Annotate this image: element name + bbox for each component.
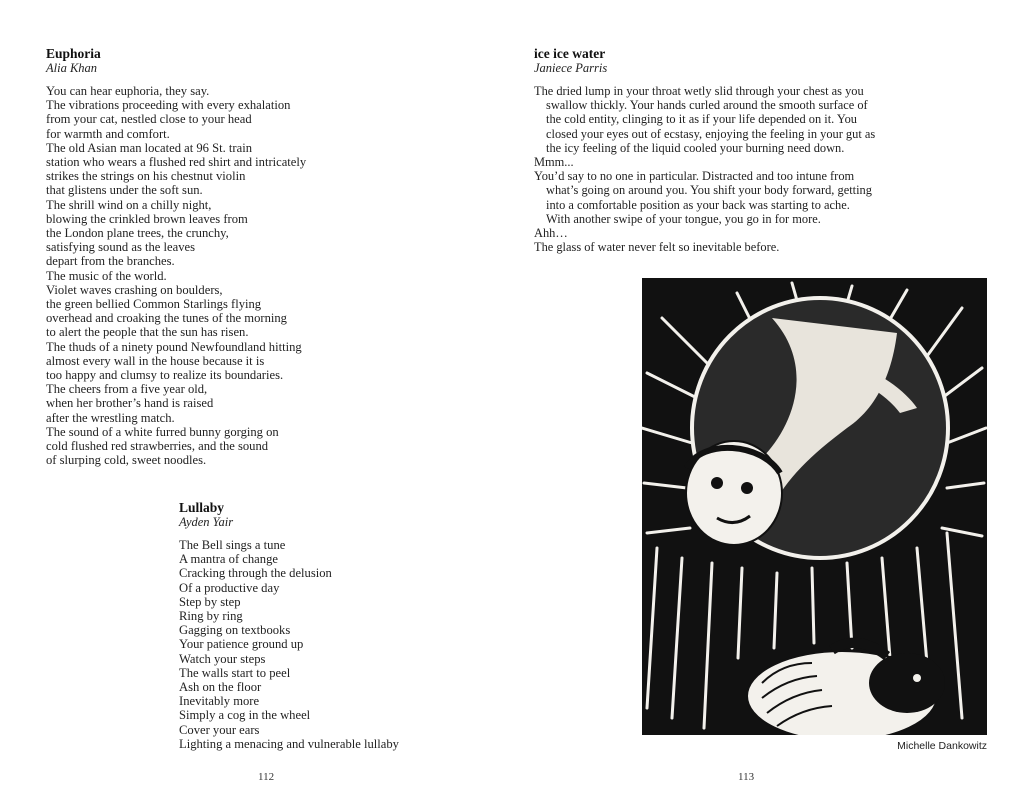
poem-line: Simply a cog in the wheel bbox=[179, 708, 311, 723]
poem-line: Gagging on textbooks bbox=[179, 623, 291, 638]
poem-line: cold flushed red strawberries, and the sound bbox=[46, 439, 269, 454]
poem-line: The walls start to peel bbox=[179, 665, 291, 680]
page-number: 113 bbox=[738, 771, 755, 783]
poem-line: Watch your steps bbox=[179, 651, 266, 666]
poem-line: station who wears a flushed red shirt and intricately bbox=[46, 155, 307, 170]
right-page bbox=[512, 0, 1024, 801]
poem-line: that glistens under the soft sun. bbox=[46, 183, 203, 198]
poem-line: the green bellied Common Starlings flying bbox=[46, 297, 262, 312]
poem-line: The sound of a white furred bunny gorging on bbox=[46, 424, 279, 439]
poem-line: Step by step bbox=[179, 594, 241, 609]
poem-line: swallow thickly. Your hands curled around the smooth surface of bbox=[546, 98, 868, 113]
poem-line: overhead and croaking the tunes of the morning bbox=[46, 311, 287, 326]
poem-line: Your patience ground up bbox=[179, 637, 304, 652]
poem-line: The music of the world. bbox=[46, 268, 167, 283]
poem-line: The cheers from a five year old, bbox=[46, 382, 208, 397]
poem-line: The shrill wind on a chilly night, bbox=[46, 197, 212, 212]
poem-line: Lighting a menacing and vulnerable lullaby bbox=[179, 736, 399, 751]
poem-line: With another swipe of your tongue, you go in for more. bbox=[546, 211, 821, 226]
poem-line: Inevitably more bbox=[179, 694, 260, 709]
poem-line: Of a productive day bbox=[179, 580, 280, 595]
poem-line: A mantra of change bbox=[179, 552, 278, 567]
poem-title: ice ice water bbox=[534, 46, 606, 61]
linocut-artwork bbox=[642, 278, 987, 735]
poem-ice-ice-water bbox=[534, 46, 954, 254]
poem-line: Ring by ring bbox=[179, 609, 243, 624]
poem-line: satisfying sound as the leaves bbox=[46, 240, 195, 255]
poem-line: too happy and clumsy to realize its boundaries. bbox=[46, 368, 284, 383]
poem-line: almost every wall in the house because it is bbox=[46, 353, 265, 368]
poem-author: Ayden Yair bbox=[179, 515, 234, 529]
poem-line: after the wrestling match. bbox=[46, 410, 175, 425]
poem-line: Ash on the floor bbox=[179, 680, 262, 695]
poem-line: You’d say to no one in particular. Distracted and too intune from bbox=[534, 169, 855, 184]
poem-line: into a comfortable position as your back was starting to ache. bbox=[546, 197, 850, 212]
poem-line: Cover your ears bbox=[179, 722, 260, 737]
poem-line: blowing the crinkled brown leaves from bbox=[46, 211, 248, 226]
artwork-illustration bbox=[642, 278, 987, 735]
poem-lullaby bbox=[179, 500, 399, 751]
poem-line: the cold entity, clinging to it as if your life depended on it. You bbox=[546, 112, 857, 127]
poem-lines bbox=[46, 84, 306, 467]
poem-author: Alia Khan bbox=[46, 61, 98, 75]
poem-author: Janiece Parris bbox=[534, 61, 608, 75]
poem-line: depart from the branches. bbox=[46, 254, 175, 269]
poem-line: strikes the strings on his chestnut violin bbox=[46, 169, 246, 184]
poem-line: closed your eyes out of ecstasy, enjoying the feeling in your gut as bbox=[546, 126, 876, 141]
poem-line: of slurping cold, sweet noodles. bbox=[46, 453, 207, 468]
poem-euphoria bbox=[46, 46, 306, 467]
poem-line: The glass of water never felt so inevitable before. bbox=[534, 240, 780, 255]
poem-line: from your cat, nestled close to your head bbox=[46, 112, 252, 127]
poem-line: Violet waves crashing on boulders, bbox=[46, 282, 223, 297]
artwork-credit: Michelle Dankowitz bbox=[897, 740, 987, 752]
poem-line: Mmm... bbox=[534, 155, 574, 170]
poem-line: The Bell sings a tune bbox=[179, 538, 286, 552]
page-number: 112 bbox=[258, 771, 275, 783]
poem-line: what’s going on around you. You shift your body forward, getting bbox=[546, 183, 872, 198]
poem-line: the London plane trees, the crunchy, bbox=[46, 226, 229, 241]
poem-line: for warmth and comfort. bbox=[46, 126, 170, 141]
poem-line: The dried lump in your throat wetly slid through your chest as you bbox=[534, 84, 864, 98]
poem-line: Cracking through the delusion bbox=[179, 566, 332, 581]
poem-line: The thuds of a ninety pound Newfoundland hitting bbox=[46, 339, 302, 354]
poem-line: to alert the people that the sun has risen. bbox=[46, 325, 249, 340]
poem-lines bbox=[534, 84, 954, 254]
poem-title: Euphoria bbox=[46, 46, 101, 61]
poem-line: the icy feeling of the liquid cooled your burning need down. bbox=[546, 140, 845, 155]
poem-line: when her brother’s hand is raised bbox=[46, 396, 214, 411]
poem-title: Lullaby bbox=[179, 500, 225, 515]
poem-line: Ahh… bbox=[534, 226, 568, 241]
poem-line: The vibrations proceeding with every exhalation bbox=[46, 98, 291, 113]
poem-line: The old Asian man located at 96 St. train bbox=[46, 140, 253, 155]
poem-line: You can hear euphoria, they say. bbox=[46, 84, 210, 98]
poem-lines bbox=[179, 538, 399, 751]
